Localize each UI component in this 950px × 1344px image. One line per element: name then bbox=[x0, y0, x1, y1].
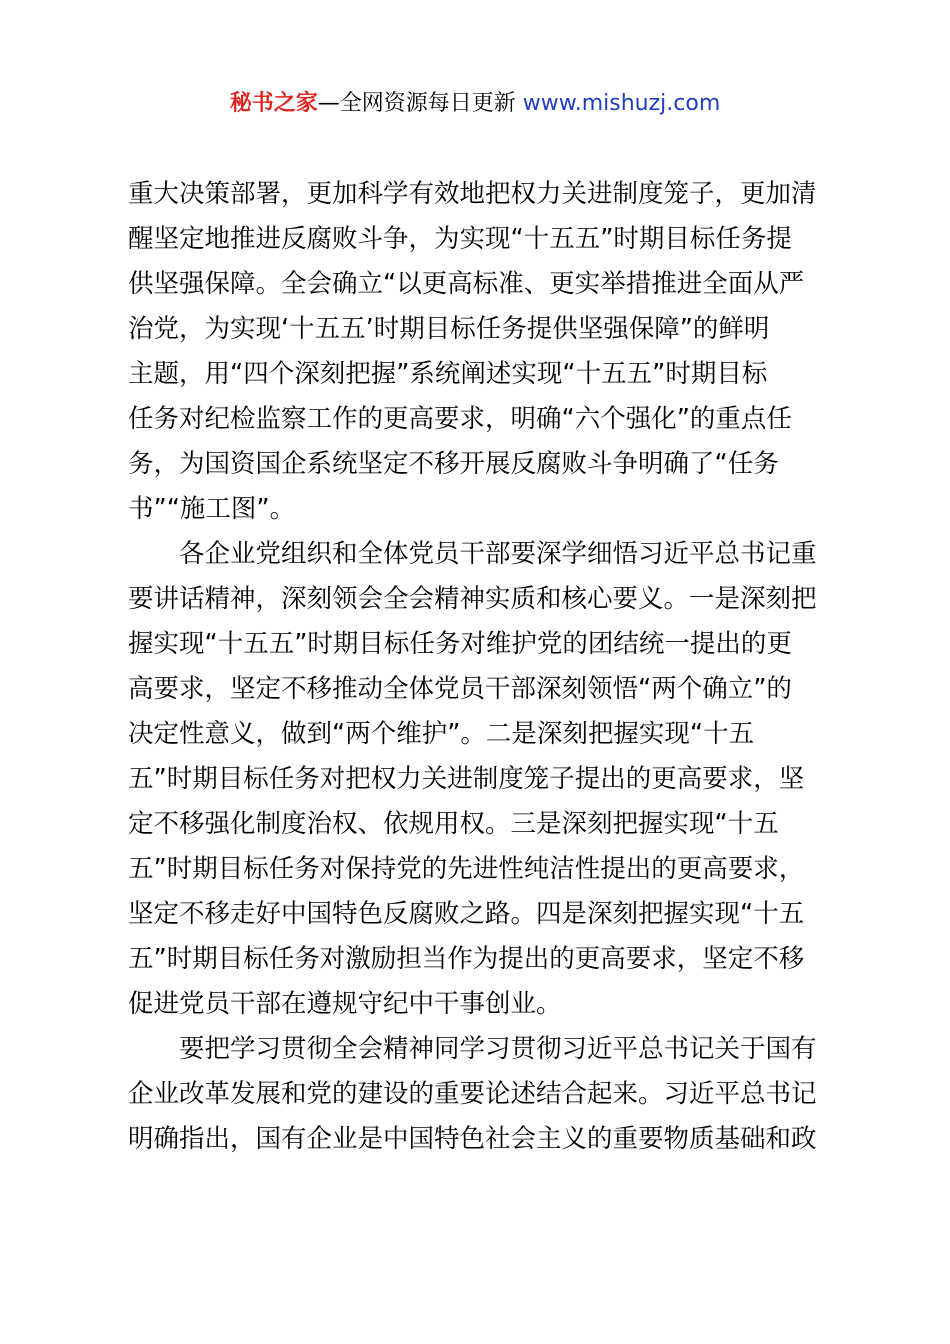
header-tagline: —全网资源每日更新 bbox=[317, 91, 523, 116]
brand-name: 秘书之家 bbox=[229, 91, 318, 116]
text-line: 醒坚定地推进反腐败斗争，为实现“十五五”时期目标任务提 bbox=[128, 224, 792, 254]
paragraph bbox=[128, 532, 832, 1027]
text-line: 企业改革发展和党的建设的重要论述结合起来。习近平总书记 bbox=[128, 1079, 817, 1109]
text-line: 定不移强化制度治权、依规用权。三是深刻把握实现“十五 bbox=[128, 809, 779, 839]
text-line: 任务对纪检监察工作的更高要求，明确“六个强化”的重点任 bbox=[128, 404, 792, 434]
paragraph bbox=[128, 1027, 832, 1162]
text-line: 主题，用“四个深刻把握”系统阐述实现“十五五”时期目标 bbox=[128, 359, 768, 389]
text-line: 明确指出，国有企业是中国特色社会主义的重要物质基础和政 bbox=[128, 1124, 817, 1154]
text-line: 决定性意义，做到“两个维护”。二是深刻把握实现“十五 bbox=[128, 719, 755, 749]
text-line: 握实现“十五五”时期目标任务对维护党的团结统一提出的更 bbox=[128, 629, 792, 659]
document-body bbox=[128, 172, 832, 1162]
text-line: 各企业党组织和全体党员干部要深学细悟习近平总书记重 bbox=[179, 539, 817, 569]
paragraph bbox=[128, 172, 832, 532]
text-line: 坚定不移走好中国特色反腐败之路。四是深刻把握实现“十五 bbox=[128, 899, 805, 929]
site-url-link[interactable]: www.mishuzj.com bbox=[522, 91, 721, 116]
text-line: 治党，为实现‘十五五’时期目标任务提供坚强保障”的鲜明 bbox=[128, 314, 770, 344]
text-line: 五”时期目标任务对把权力关进制度笼子提出的更高要求，坚 bbox=[128, 764, 805, 794]
text-line: 促进党员干部在遵规守纪中干事创业。 bbox=[128, 989, 562, 1019]
text-line: 要讲话精神，深刻领会全会精神实质和核心要义。一是深刻把 bbox=[128, 584, 817, 614]
text-line: 务，为国资国企系统坚定不移开展反腐败斗争明确了“任务 bbox=[128, 449, 779, 479]
text-line: 重大决策部署，更加科学有效地把权力关进制度笼子，更加清 bbox=[128, 179, 817, 209]
text-line: 高要求，坚定不移推动全体党员干部深刻领悟“两个确立”的 bbox=[128, 674, 792, 704]
text-line: 要把学习贯彻全会精神同学习贯彻习近平总书记关于国有 bbox=[179, 1034, 817, 1064]
text-line: 书”“施工图”。 bbox=[128, 494, 296, 524]
text-line: 供坚强保障。全会确立“以更高标准、更实举措推进全面从严 bbox=[128, 269, 805, 299]
site-header bbox=[0, 88, 950, 120]
text-line: 五”时期目标任务对保持党的先进性纯洁性提出的更高要求， bbox=[128, 854, 805, 884]
text-line: 五”时期目标任务对激励担当作为提出的更高要求，坚定不移 bbox=[128, 944, 805, 974]
